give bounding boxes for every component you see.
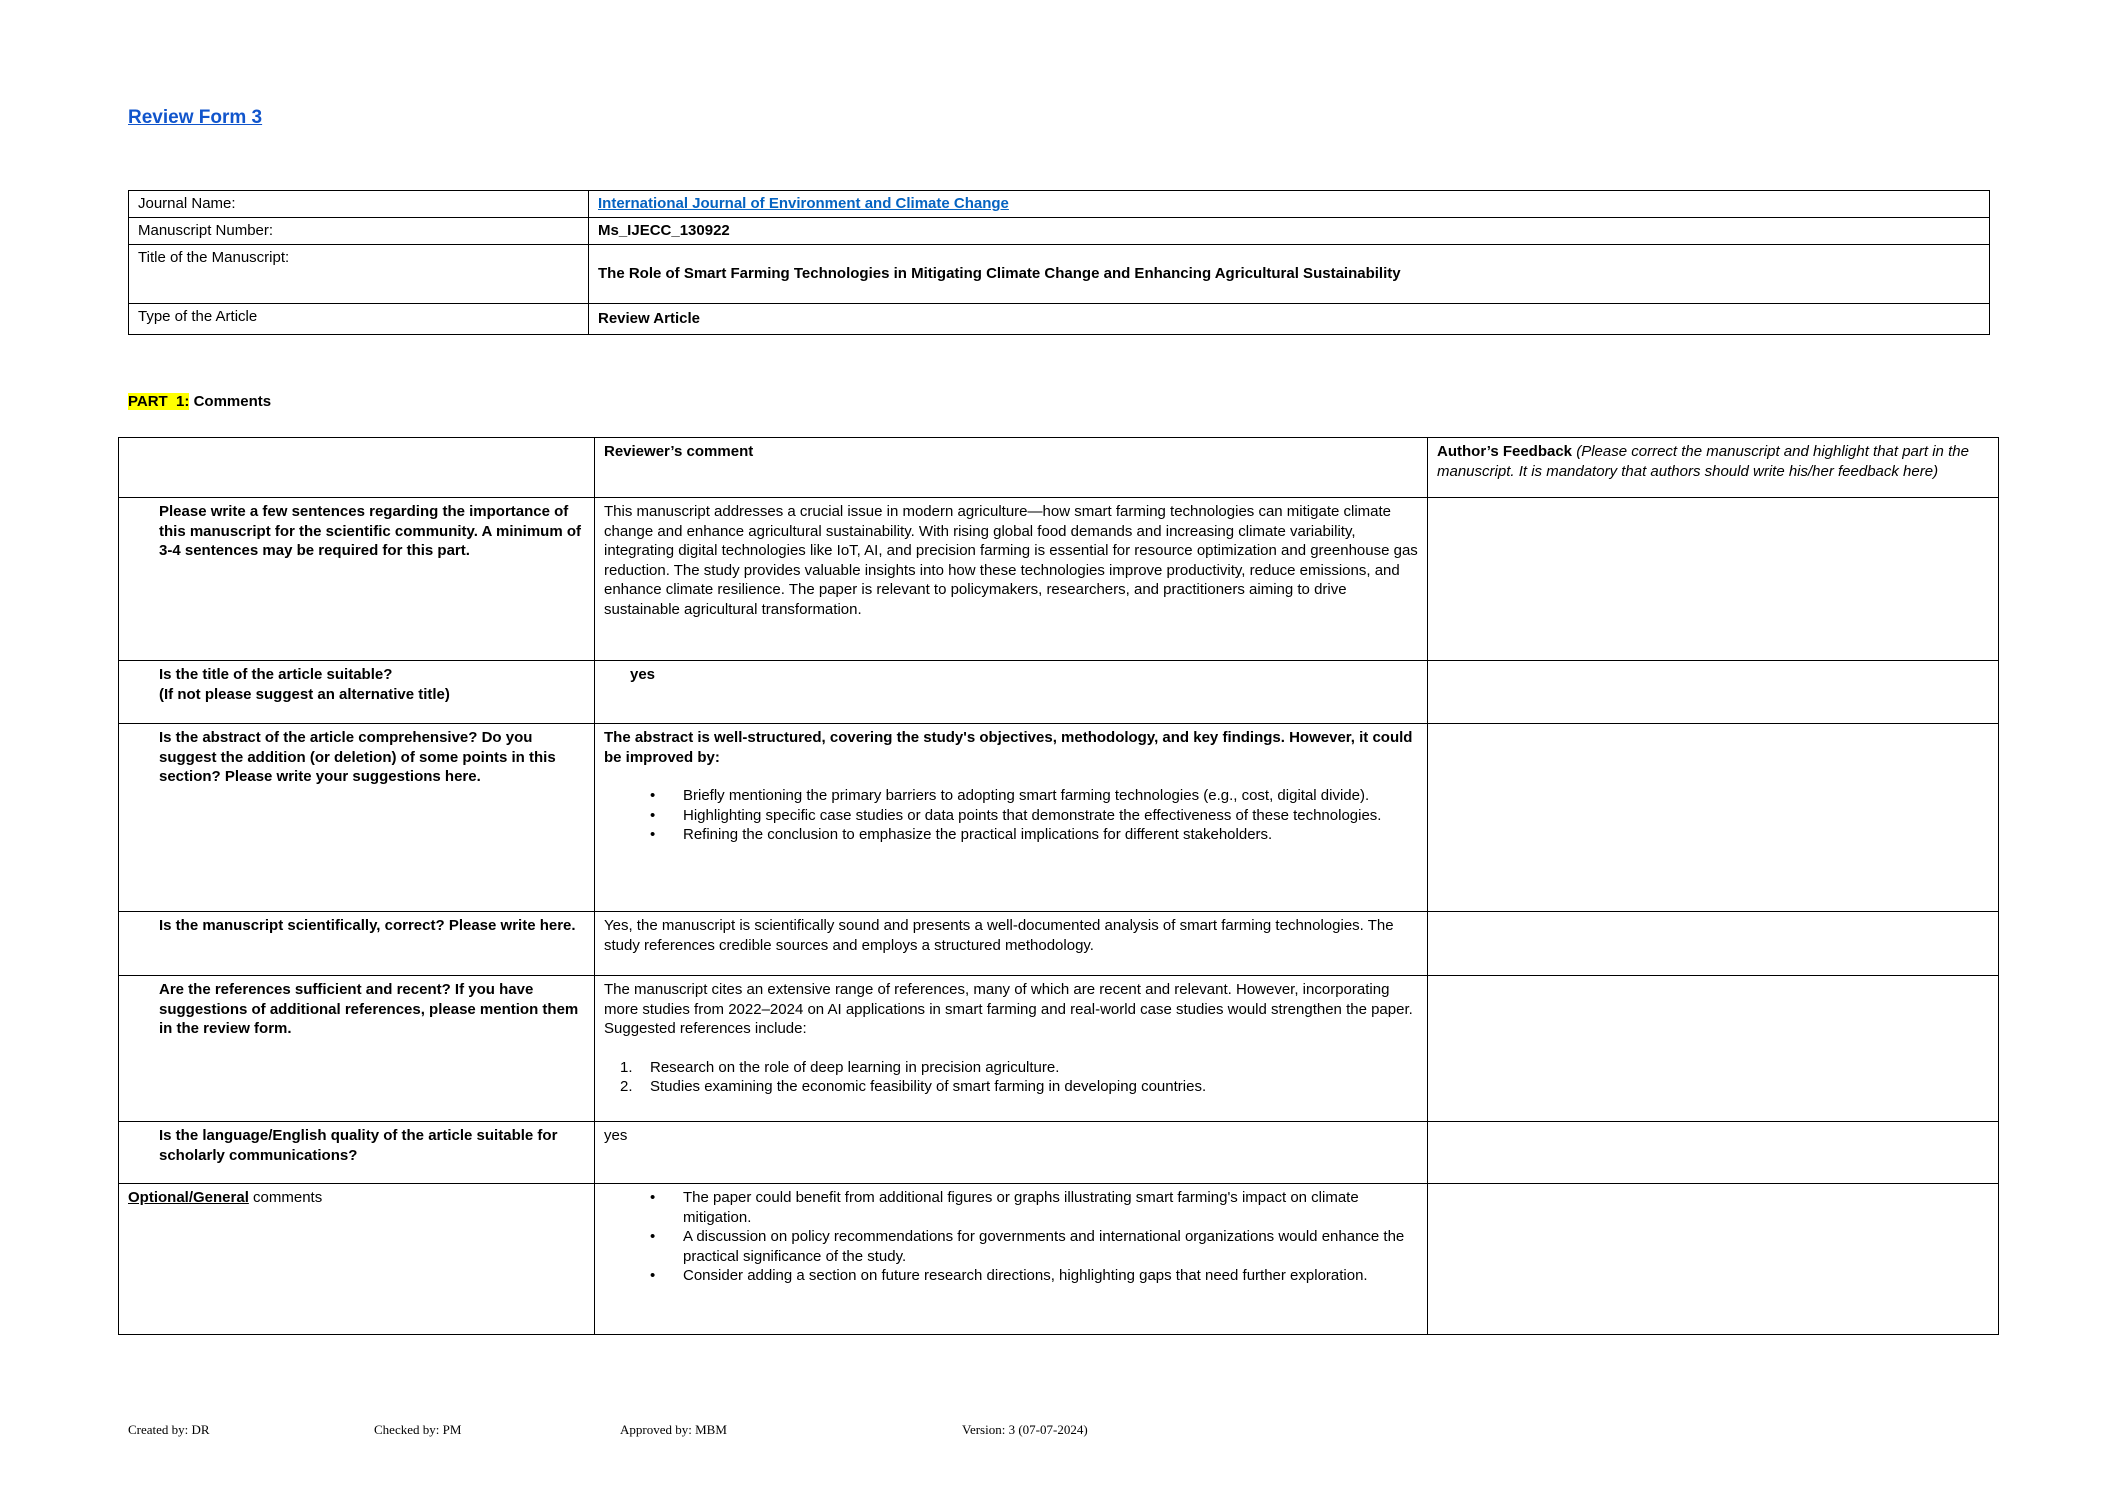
list-item-text: Refining the conclusion to emphasize the practical implications for different stakeholders. bbox=[683, 826, 1273, 843]
author-feedback-cell[interactable] bbox=[1428, 1122, 1999, 1184]
question-cell bbox=[119, 498, 595, 661]
question-text: Optional/General bbox=[128, 1189, 249, 1206]
journal-name-value bbox=[589, 191, 1990, 218]
table-row bbox=[119, 1184, 1999, 1335]
question-cell bbox=[119, 1184, 595, 1335]
comment-paragraph: The manuscript cites an extensive range of references, many of which are recent and relevant. However, incorporating more studies from 2022–2024 on AI applications in smart farming and real-world case studies would strengthen the paper. Suggested references include: bbox=[604, 981, 1413, 1037]
question-text: comments bbox=[248, 1189, 323, 1206]
author-feedback-header-bold: Author’s Feedback bbox=[1437, 443, 1577, 460]
question-text: Is the abstract of the article comprehensive? Do you suggest the addition (or deletion) of some points in this section? Please write your suggestions here. bbox=[159, 729, 556, 785]
comment-paragraph: yes bbox=[604, 1127, 628, 1144]
reviewer-comment-cell bbox=[595, 724, 1428, 912]
question-cell bbox=[119, 724, 595, 912]
list-item bbox=[604, 1077, 1418, 1097]
footer-created: Created by: DR bbox=[128, 1422, 210, 1437]
reviewer-comment-cell bbox=[595, 976, 1428, 1122]
comment-paragraph: This manuscript addresses a crucial issue in modern agriculture—how smart farming technologies can mitigate climate change and enhance agricultural sustainability. With rising global food demands and increasing climate variability, integrating digital technologies like IoT, AI, and precision farming is essential for resource optimization and greenhouse gas reduction. The study provides valuable insights into how these technologies improve productivity, reduce emissions, and enhance climate resilience. The paper is relevant to policymakers, researchers, and practitioners aiming to drive sustainable agricultural transformation. bbox=[604, 503, 1418, 618]
number-marker: 2. bbox=[620, 1078, 633, 1095]
part1-heading bbox=[128, 392, 271, 412]
table-row bbox=[129, 191, 1990, 218]
table-row bbox=[129, 218, 1990, 245]
number-marker: 1. bbox=[620, 1058, 633, 1076]
reviewer-comment-cell bbox=[595, 1184, 1428, 1335]
list-item bbox=[604, 825, 1418, 845]
reviewer-comment-header: Reviewer’s comment bbox=[595, 438, 1428, 498]
manuscript-info-table bbox=[128, 190, 1990, 335]
list-item bbox=[604, 806, 1418, 826]
manuscript-number-value: Ms_IJECC_130922 bbox=[589, 218, 1990, 245]
author-feedback-cell[interactable] bbox=[1428, 724, 1999, 912]
article-type-value: Review Article bbox=[589, 303, 1990, 334]
list-item-text: The paper could benefit from additional figures or graphs illustrating smart farming's impact on climate mitigation. bbox=[683, 1189, 1359, 1226]
table-row bbox=[129, 244, 1990, 303]
bullet-marker: • bbox=[650, 1228, 656, 1245]
comment-paragraph: yes bbox=[630, 666, 656, 683]
author-feedback-cell[interactable] bbox=[1428, 661, 1999, 724]
list-item bbox=[604, 1227, 1418, 1266]
part1-title: Comments bbox=[189, 393, 272, 410]
list-item-text: Highlighting specific case studies or data points that demonstrate the effectiveness of these technologies. bbox=[683, 806, 1382, 824]
header-empty-cell bbox=[119, 438, 595, 498]
list-item bbox=[604, 1058, 1418, 1078]
question-text: (If not please suggest an alternative title) bbox=[159, 685, 450, 703]
part1-highlight: PART 1: bbox=[128, 393, 190, 410]
author-feedback-cell[interactable] bbox=[1428, 498, 1999, 661]
manuscript-title-label: Title of the Manuscript: bbox=[129, 244, 589, 303]
question-cell bbox=[119, 1122, 595, 1184]
page-title: Review Form 3 bbox=[128, 107, 263, 128]
comment-paragraph: Yes, the manuscript is scientifically sound and presents a well-documented analysis of smart farming technologies. The study references credible sources and employs a structured methodology. bbox=[604, 917, 1394, 954]
question-text: Please write a few sentences regarding the importance of this manuscript for the scientific community. A minimum of 3-4 sentences may be required for this part. bbox=[159, 503, 581, 559]
author-feedback-cell[interactable] bbox=[1428, 1184, 1999, 1335]
question-text: Is the language/English quality of the article suitable for scholarly communications? bbox=[159, 1127, 558, 1164]
author-feedback-cell[interactable] bbox=[1428, 976, 1999, 1122]
table-row bbox=[119, 724, 1999, 912]
reviewer-comment-cell bbox=[595, 912, 1428, 976]
reviewer-comment-cell bbox=[595, 498, 1428, 661]
author-feedback-cell[interactable] bbox=[1428, 912, 1999, 976]
bullet-marker: • bbox=[650, 826, 656, 843]
list-item-text: Research on the role of deep learning in precision agriculture. bbox=[650, 1058, 1060, 1076]
comment-paragraph: The abstract is well-structured, covering the study's objectives, methodology, and key findings. However, it could be improved by: bbox=[604, 729, 1413, 766]
blank-line bbox=[604, 767, 1418, 786]
author-feedback-header-italic: (Please correct the manuscript and highlight that part in the manuscript. It is mandatory that authors should write his/her feedback here) bbox=[1437, 443, 1969, 480]
question-cell bbox=[119, 912, 595, 976]
table-row bbox=[119, 661, 1999, 724]
manuscript-title-value: The Role of Smart Farming Technologies in Mitigating Climate Change and Enhancing Agricultural Sustainability bbox=[589, 244, 1990, 303]
list-item-text: A discussion on policy recommendations for governments and international organizations would enhance the practical significance of the study. bbox=[683, 1228, 1405, 1265]
table-row bbox=[119, 498, 1999, 661]
list-item-text: Studies examining the economic feasibility of smart farming in developing countries. bbox=[650, 1078, 1207, 1095]
manuscript-number-label: Manuscript Number: bbox=[129, 218, 589, 245]
comments-table bbox=[118, 437, 1999, 1335]
footer-version: Version: 3 (07-07-2024) bbox=[962, 1422, 1088, 1437]
list-item-text: Consider adding a section on future research directions, highlighting gaps that need further exploration. bbox=[683, 1267, 1368, 1284]
bullet-marker: • bbox=[650, 1267, 656, 1284]
journal-name-link[interactable]: International Journal of Environment and Climate Change bbox=[598, 195, 1009, 212]
table-row bbox=[119, 1122, 1999, 1184]
list-item bbox=[604, 1188, 1418, 1227]
table-header-row bbox=[119, 438, 1999, 498]
question-text: Is the manuscript scientifically, correct? Please write here. bbox=[159, 917, 576, 934]
table-row bbox=[119, 912, 1999, 976]
question-text: Is the title of the article suitable? bbox=[159, 666, 393, 683]
table-row bbox=[129, 303, 1990, 334]
author-feedback-header bbox=[1428, 438, 1999, 498]
journal-name-label: Journal Name: bbox=[129, 191, 589, 218]
question-cell bbox=[119, 976, 595, 1122]
question-text: Are the references sufficient and recent? If you have suggestions of additional references, please mention them in the review form. bbox=[159, 981, 579, 1037]
list-item-text: Briefly mentioning the primary barriers to adopting smart farming technologies (e.g., cost, digital divide). bbox=[683, 787, 1370, 804]
reviewer-comment-cell bbox=[595, 1122, 1428, 1184]
table-row bbox=[119, 976, 1999, 1122]
footer-checked: Checked by: PM bbox=[374, 1422, 462, 1437]
list-item bbox=[604, 786, 1418, 806]
list-item bbox=[604, 1266, 1418, 1286]
bullet-marker: • bbox=[650, 806, 656, 824]
footer-approved: Approved by: MBM bbox=[620, 1422, 727, 1437]
reviewer-comment-cell bbox=[595, 661, 1428, 724]
blank-line bbox=[604, 1039, 1418, 1058]
bullet-marker: • bbox=[650, 1189, 656, 1206]
question-cell bbox=[119, 661, 595, 724]
bullet-marker: • bbox=[650, 787, 656, 804]
article-type-label: Type of the Article bbox=[129, 303, 589, 334]
